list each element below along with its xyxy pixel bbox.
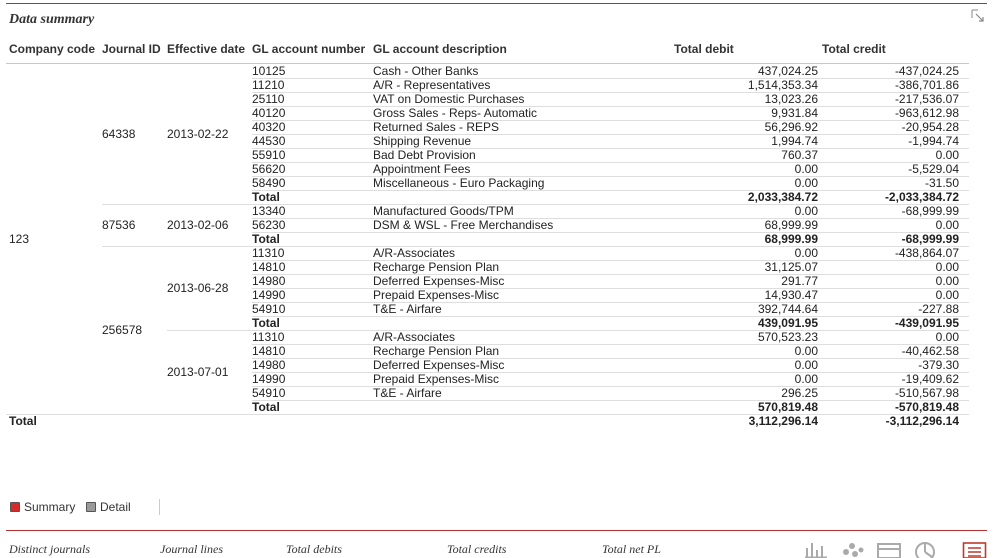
gl-account-number: 11310 [252,246,285,260]
subtotal-credit: -570,819.48 [894,400,959,414]
total-debit-value: 13,023.26 [764,92,818,106]
row-divider [252,302,969,303]
total-credit-value: -19,409.62 [901,372,959,386]
row-divider [252,400,969,401]
gl-account-description: Miscellaneous - Euro Packaging [373,176,545,190]
summary-swatch-icon [10,502,20,512]
row-divider [252,106,969,107]
total-debit-value: 1,994.74 [771,134,818,148]
gl-account-number: 58490 [252,176,286,190]
effective-date: 2013-02-06 [167,218,229,232]
total-debit-value: 0.00 [794,204,818,218]
gl-account-description: Appointment Fees [373,162,471,176]
grand-total-label: Total [9,414,37,428]
total-credit-value: -20,954.28 [901,120,959,134]
total-debit-value: 291.77 [781,274,818,288]
row-divider [252,386,969,387]
gl-account-number: 54910 [252,302,286,316]
total-debit-value: 570,523.23 [757,330,818,344]
effective-date: 2013-02-22 [167,127,229,141]
row-divider [6,414,969,415]
pie-chart-icon[interactable] [912,540,938,558]
header-total-credit[interactable]: Total credit [822,42,886,56]
header-gl-account-number[interactable]: GL account number [252,42,366,56]
total-debit-value: 14,930.47 [764,288,818,302]
gl-account-number: 56620 [252,162,286,176]
gl-account-number: 40120 [252,106,286,120]
row-divider [252,358,969,359]
kpi-journal-lines: Journal lines [160,542,223,556]
kpi-total-net-pl: Total net PL [602,542,661,556]
row-divider [252,162,969,163]
total-debit-value: 68,999.99 [764,218,818,232]
bottom-divider [6,530,987,531]
row-divider [102,204,969,205]
row-divider [252,344,969,345]
total-credit-value: 0.00 [935,288,959,302]
total-credit-value: 0.00 [935,260,959,274]
row-divider [252,78,969,79]
total-credit-value: 0.00 [935,330,959,344]
total-credit-value: 0.00 [935,218,959,232]
gl-account-number: 56230 [252,218,286,232]
gl-account-description: Shipping Revenue [373,134,472,148]
effective-date: 2013-06-28 [167,281,229,295]
gl-account-description: Manufactured Goods/TPM [373,204,514,218]
panel-title: Data summary [9,12,95,27]
total-credit-value: -437,024.25 [894,64,959,78]
subtotal-label: Total [252,316,280,330]
total-debit-value: 0.00 [794,176,818,190]
journal-id: 256578 [102,323,143,337]
gl-account-description: Cash - Other Banks [373,64,479,78]
gl-account-number: 14990 [252,288,286,302]
total-debit-value: 0.00 [794,372,818,386]
header-effective-date[interactable]: Effective date [167,42,246,56]
total-credit-value: -5,529.04 [908,162,959,176]
gl-account-number: 11210 [252,78,285,92]
row-divider [252,274,969,275]
total-credit-value: -438,864.07 [894,246,959,260]
total-credit-value: -217,536.07 [894,92,959,106]
row-divider [252,92,969,93]
gl-account-description: T&E - Airfare [373,386,442,400]
row-divider [167,330,969,331]
gl-account-description: Deferred Expenses-Misc [373,358,505,372]
detail-swatch-icon [86,502,96,512]
total-debit-value: 56,296.92 [764,120,818,134]
top-divider [6,3,987,4]
subtotal-credit: -439,091.95 [894,316,959,330]
total-credit-value: -227.88 [918,302,959,316]
total-debit-value: 1,514,353.34 [747,78,818,92]
gl-account-description: Gross Sales - Reps- Automatic [373,106,538,120]
total-debit-value: 0.00 [794,358,818,372]
gl-account-description: Recharge Pension Plan [373,344,500,358]
row-divider [252,218,969,219]
total-credit-value: -379.30 [918,358,959,372]
subtotal-debit: 439,091.95 [757,316,818,330]
header-total-debit[interactable]: Total debit [674,42,734,56]
subtotal-debit: 68,999.99 [764,232,818,246]
gl-account-description: A/R-Associates [373,330,456,344]
subtotal-credit: -68,999.99 [901,232,959,246]
header-company-code[interactable]: Company code [9,42,96,56]
row-divider [252,316,969,317]
subtotal-label: Total [252,232,280,246]
header-journal-id[interactable]: Journal ID [102,42,161,56]
gl-account-number: 54910 [252,386,286,400]
row-divider [252,134,969,135]
gl-account-description: T&E - Airfare [373,302,442,316]
total-debit-value: 296.25 [781,386,818,400]
subtotal-debit: 570,819.48 [757,400,818,414]
gl-account-number: 25110 [252,92,285,106]
total-credit-value: -963,612.98 [894,106,959,120]
total-debit-value: 31,125.07 [764,260,818,274]
grand-total-credit: -3,112,296.14 [885,414,959,428]
gl-account-description: DSM & WSL - Free Merchandises [373,218,554,232]
total-credit-value: -68,999.99 [901,204,959,218]
subtotal-label: Total [252,190,280,204]
total-debit-value: 0.00 [794,246,818,260]
total-credit-value: -386,701.86 [894,78,959,92]
gl-account-number: 11310 [252,330,285,344]
legend-detail-label: Detail [100,500,131,514]
row-divider [102,246,969,247]
subtotal-debit: 2,033,384.72 [747,190,818,204]
legend-detail[interactable] [86,500,131,514]
company-code: 123 [9,232,30,246]
gl-account-number: 55910 [252,148,286,162]
total-credit-value: -510,567.98 [894,386,959,400]
gl-account-number: 14810 [252,344,286,358]
journal-id: 87536 [102,218,136,232]
gl-account-number: 14980 [252,358,286,372]
gl-account-number: 10125 [252,64,286,78]
total-debit-value: 392,744.64 [757,302,818,316]
total-credit-value: -40,462.58 [901,344,959,358]
kpi-distinct-journals: Distinct journals [9,542,91,556]
total-credit-value: -1,994.74 [908,134,959,148]
kpi-total-debits: Total debits [286,542,342,556]
total-debit-value: 760.37 [781,148,818,162]
row-divider [252,176,969,177]
table-icon[interactable] [876,540,902,558]
total-credit-value: 0.00 [935,274,959,288]
grand-total-debit: 3,112,296.14 [748,414,818,428]
scatter-icon[interactable] [840,540,866,558]
gl-account-description: A/R - Representatives [373,78,491,92]
summary-table [0,64,996,430]
gl-account-description: A/R-Associates [373,246,456,260]
gl-account-number: 14990 [252,372,286,386]
legend-separator [159,499,160,515]
total-credit-value: 0.00 [935,148,959,162]
subtotal-label: Total [252,400,280,414]
row-divider [252,120,969,121]
gl-account-description: VAT on Domestic Purchases [373,92,525,106]
effective-date: 2013-07-01 [167,365,229,379]
row-divider [252,148,969,149]
journal-id: 64338 [102,127,136,141]
gl-account-number: 40320 [252,120,286,134]
gl-account-description: Prepaid Expenses-Misc [373,372,500,386]
total-debit-value: 9,931.84 [771,106,818,120]
row-divider [252,190,969,191]
kpi-total-credits: Total credits [447,542,507,556]
legend-summary[interactable] [10,500,75,514]
gl-account-description: Bad Debt Provision [373,148,476,162]
header-gl-account-description[interactable]: GL account description [373,42,507,56]
gl-account-description: Returned Sales - REPS [373,120,500,134]
gl-account-description: Recharge Pension Plan [373,260,500,274]
row-divider [252,288,969,289]
total-credit-value: -31.50 [924,176,959,190]
bar-chart-icon[interactable] [804,540,830,558]
row-divider [252,232,969,233]
legend-summary-label: Summary [24,500,76,514]
menu-list-icon[interactable] [962,540,988,558]
total-debit-value: 0.00 [794,344,818,358]
gl-account-number: 14810 [252,260,286,274]
gl-account-description: Deferred Expenses-Misc [373,274,505,288]
gl-account-description: Prepaid Expenses-Misc [373,288,500,302]
gl-account-number: 44530 [252,134,286,148]
expand-icon[interactable] [970,8,986,24]
total-debit-value: 437,024.25 [757,64,818,78]
gl-account-number: 13340 [252,204,286,218]
row-divider [252,260,969,261]
gl-account-number: 14980 [252,274,286,288]
row-divider [252,372,969,373]
total-debit-value: 0.00 [794,162,818,176]
subtotal-credit: -2,033,384.72 [884,190,959,204]
